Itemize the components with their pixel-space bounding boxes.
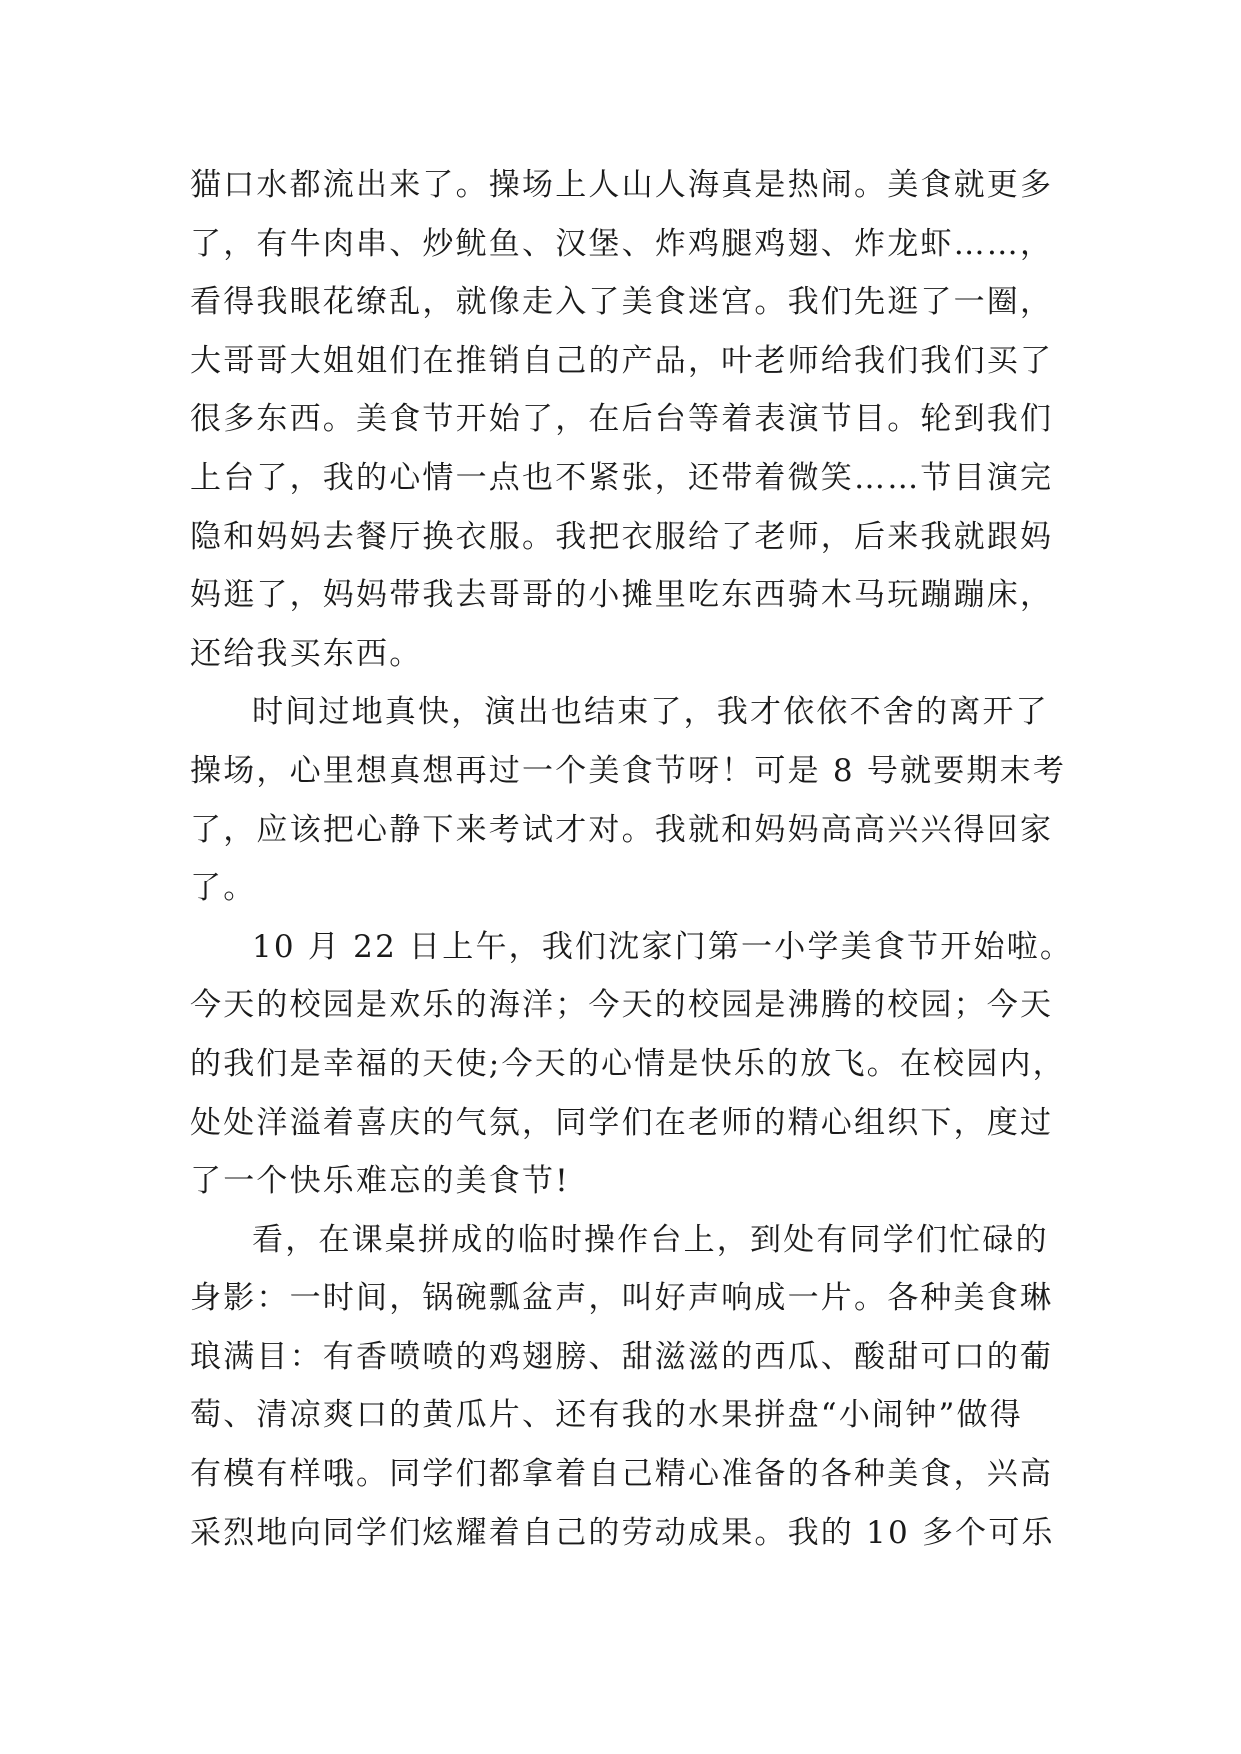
paragraph-1	[190, 156, 1060, 683]
text-line: 10 月 22 日上午，我们沈家门第一小学美食节开始啦。	[252, 928, 1074, 965]
text-line: 身影：一时间，锅碗瓢盆声，叫好声响成一片。各种美食琳	[190, 1280, 1054, 1317]
text-line: 了，应该把心静下来考试才对。我就和妈妈高高兴兴得回家	[190, 811, 1054, 848]
text-line: 操场，心里想真想再过一个美食节呀！可是 8 号就要期末考	[190, 752, 1067, 789]
text-line: 有模有样哦。同学们都拿着自己精心准备的各种美食，兴高	[190, 1456, 1054, 1493]
text-line: 采烈地向同学们炫耀着自己的劳动成果。我的 10 多个可乐	[190, 1514, 1055, 1551]
text-line: 上台了，我的心情一点也不紧张，还带着微笑……节目演完	[190, 459, 1054, 496]
text-line: 妈逛了，妈妈带我去哥哥的小摊里吃东西骑木马玩蹦蹦床，	[190, 577, 1054, 614]
text-line: 了，有牛肉串、炒鱿鱼、汉堡、炸鸡腿鸡翅、炸龙虾……，	[190, 225, 1054, 262]
text-line: 时间过地真快，演出也结束了，我才依依不舍的离开了	[252, 694, 1049, 731]
text-line: 看，在课桌拼成的临时操作台上，到处有同学们忙碌的	[252, 1221, 1049, 1258]
paragraph-3	[190, 918, 1074, 1211]
document-body	[190, 156, 1074, 1562]
paragraph-2	[190, 683, 1067, 917]
text-line: 大哥哥大姐姐们在推销自己的产品，叶老师给我们我们买了	[190, 342, 1054, 379]
text-line: 还给我买东西。	[190, 635, 423, 672]
text-line: 猫口水都流出来了。操场上人山人海真是热闹。美食就更多	[190, 167, 1054, 203]
text-line: 萄、清凉爽口的黄瓜片、还有我的水果拼盘“小闹钟”做得	[190, 1397, 1023, 1434]
text-line: 隐和妈妈去餐厅换衣服。我把衣服给了老师，后来我就跟妈	[190, 518, 1054, 555]
text-line: 处处洋溢着喜庆的气氛，同学们在老师的精心组织下，度过	[190, 1104, 1054, 1141]
text-line: 了。	[190, 870, 257, 907]
text-line: 很多东西。美食节开始了，在后台等着表演节目。轮到我们	[190, 401, 1054, 438]
text-line: 的我们是幸福的天使;今天的心情是快乐的放飞。在校园内，	[190, 1045, 1066, 1082]
text-line: 看得我眼花缭乱，就像走入了美食迷宫。我们先逛了一圈，	[190, 284, 1054, 321]
text-line: 琅满目：有香喷喷的鸡翅膀、甜滋滋的西瓜、酸甜可口的葡	[190, 1338, 1054, 1375]
text-line: 今天的校园是欢乐的海洋；今天的校园是沸腾的校园；今天	[190, 987, 1054, 1024]
text-line: 了一个快乐难忘的美食节!	[190, 1163, 570, 1200]
paragraph-4	[190, 1211, 1060, 1563]
